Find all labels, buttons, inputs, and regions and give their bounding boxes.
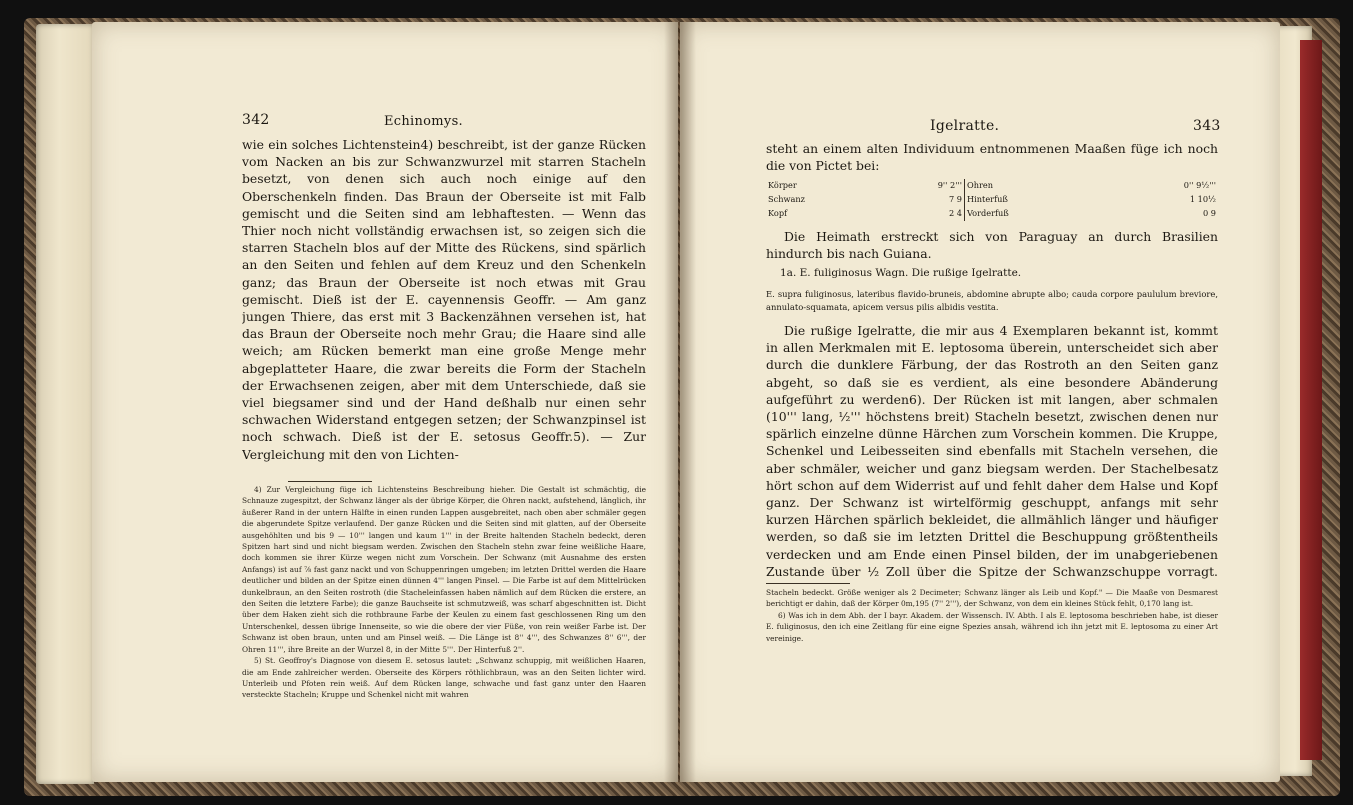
paragraph: steht an einem alten Individuum entnommenen Maaßen füge ich noch die von Pictet bei: [766,141,1218,174]
table-cell: 2 4 [948,208,962,218]
table-row [766,207,1218,221]
table-row [766,193,1218,207]
table-cell: Kopf [768,208,788,218]
page-number: 342 [242,112,270,128]
running-head: Echinomys. [384,114,463,129]
table-cell: Körper [768,180,797,190]
footnote-rule [288,481,372,482]
footnote: 4) Zur Vergleichung füge ich Lichtensteins Beschreibung hieher. Die Gestalt ist schmächtig, die Schnauze zugespitzt, der Schwanz länger als der übrige Körper, die Ohren nackt, aufstehend, länglich, ihr äußerer Rand in der untern Hälfte in einen runden Lappen ausgebreitet, nach oben aber schmäler gegen die abgerundete Spitze verlaufend. Der ganze Rücken und die Seiten sind mit glatten, auf der Oberseite ausgehöhlten und bis 9 — 10''' langen und kaum 1''' in der Breite haltenden Stacheln bedeckt, deren Spitzen hart sind und nicht biegsam werden. Zwischen den Stacheln stehn zwar feine weißliche Haare, doch kommen sie ihrer Kürze wegen nicht zum Vorschein. Der Schwanz (mit Ausnahme des ersten Anfangs) ist auf ⅞ fast ganz nackt und von Schuppenringen umgeben; im letzten Drittel werden die Haare deutlicher und bilden an der Spitze einen dünnen 4''' langen Pinsel. — Die Farbe ist auf dem Mittelrücken dunkelbraun, an den Seiten rostroth (die Stacheleinfassen haben nämlich auf dem Rücken die erstere, an den Seiten die letztere Farbe); die ganze Bauchseite ist schmutzweiß, was scharf abgeschnitten ist. Dicht über dem Haken zieht sich die rothbraune Farbe der Keulen zu einem fast geschlossenen Ring um den Unterschenkel, dessen übrige Innenseite, so wie die obere der vier Füße, von rein weißer Farbe ist. Der Schwanz ist oben braun, unten und am Pinsel weiß. — Die Länge ist 8'' 4''', des Schwanzes 8'' 6''', der Ohren 11''', ihre Breite an der Wurzel 8, in der Mitte 5'''. Der Hinterfuß 2''. [242,485,646,654]
habitat-text [766,228,1218,264]
table-cell: Schwanz [768,194,805,204]
running-head: Igelratte. [930,118,1000,134]
paragraph: wie ein solches Lichtenstein4) beschreibt, ist der ganze Rücken vom Nacken an bis zur Schwanzwurzel mit starren Stacheln besetzt, von denen sich auch noch einige auf den Oberschenkeln finden. Das Braun der Oberseite ist mit Falb gemischt und die Seiten sind am lebhaftesten. — Wenn das Thier noch nicht vollständig erwachsen ist, so zeigen sich die starren Stacheln blos auf der Mitte des Rückens, sind spärlich an den Seiten und fehlen auf dem Kreuz und den Schenkeln ganz; das Braun der Oberseite ist noch etwas mit Grau gemischt. Dieß ist der E. cayennensis Geoffr. — Am ganz jungen Thiere, das erst mit 3 Backenzähnen versehen ist, hat das Braun der Oberseite noch mehr Grau; die Haare sind alle weich; am Rücken bemerkt man eine große Menge mehr abgeplatteter Haare, die zwar bereits die Form der Stacheln der Erwachsenen zeigen, aber mit dem Unterschiede, daß sie viel biegsamer sind und der Hand deßhalb nur einen sehr schwachen Widerstand entgegen setzen; der Schwanzpinsel ist noch schwach. Dieß ist der E. setosus Geoffr.5). — Zur Vergleichung mit den von Lichten- [242,137,646,462]
table-cell: 1 10½ [1189,194,1216,204]
page-edges-left [36,24,94,784]
table-row [766,179,1218,193]
table-cell: 7 9 [948,194,962,204]
table-cell: 9'' 2''' [937,180,962,190]
footnote-rule [766,583,850,584]
footnote: 5) St. Geoffroy's Diagnose von diesem E. setosus lautet: „Schwanz schuppig, mit weißlichen Haaren, die am Ende zahlreicher werden. Oberseite des Körpers röthlichbraun, was an den Seiten lichter wird. Unterleib und Pfoten rein weiß. Auf dem Rücken lange, schwache und fast ganz unter den Haaren versteckte Stacheln; Kruppe und Schenkel nicht mit wahren [242,656,646,700]
measurement-table [766,179,1218,221]
left-page [92,22,678,782]
table-cell: 0 9 [1202,208,1216,218]
intro-text [766,140,1218,176]
bookmark-ribbon [1300,40,1322,760]
footnote: 6) Was ich in dem Abh. der I bayr. Akadem. der Wissensch. IV. Abth. I als E. leptosoma beschrieben habe, ist dieser E. fuliginosus, den ich eine Zeitlang für eine eigne Spezies ansah, während ich ihn jetzt mit E. leptosoma zu einer Art vereinige. [766,610,1218,643]
right-page [680,22,1280,782]
footnote: Stacheln bedeckt. Größe weniger als 2 Decimeter; Schwanz länger als Leib und Kopf." — Die Maaße von Desmarest berichtigt er dahin, daß der Körper 0m,195 (7'' 2'''), der Schwanz, von dem ein kleines Stück fehlt, 0,170 lang ist. [766,588,1218,609]
page-number: 343 [1193,118,1221,134]
table-cell: Ohren [965,179,1140,193]
left-body-text [242,136,646,476]
table-cell: Hinterfuß [965,193,1140,207]
table-cell: 0'' 9½''' [1183,180,1216,190]
book-gutter [664,22,696,782]
right-body-text [766,322,1218,580]
left-footnotes [242,484,646,772]
paragraph: Die rußige Igelratte, die mir aus 4 Exemplaren bekannt ist, kommt in allen Merkmalen mit E. leptosoma überein, unterscheidet sich aber durch die dunklere Färbung, der das Rostroth an den Seiten ganz abgeht, so daß sie es verdient, als eine besondere Abänderung aufgeführt zu werden6). Der Rücken ist mit langen, aber schmalen (10''' lang, ½''' höchstens breit) Stacheln besetzt, zwischen denen nur spärlich einzelne dünne Härchen zum Vorschein kommen. Die Kruppe, Schenkel und Leibesseiten sind ebenfalls mit Stacheln versehen, die aber schmäler, weicher und ganz biegsam werden. Der Stachelbesatz hört schon auf dem Widerrist auf und fehlt daher dem Halse und Kopf ganz. Der Schwanz ist wirtelförmig geschuppt, anfangs mit sehr kurzen Härchen spärlich bekleidet, die allmählich länger und häufiger werden, so daß sie im letzten Drittel die Beschuppung größtentheils verdecken und am Ende einen Pinsel bilden, der im unabgeriebenen Zustande über ½ Zoll über die Spitze der Schwanzschuppe vorragt. [766,323,1218,579]
table-cell: Vorderfuß [965,207,1140,221]
latin-diagnosis: E. supra fuliginosus, lateribus flavido-bruneis, abdomine abrupte albo; cauda corpore paululum breviore, annulato-squamata, apicem versus pilis albidis vestita. [766,289,1218,312]
right-footnotes [766,587,1218,697]
paragraph: Die Heimath erstreckt sich von Paraguay an durch Brasilien hindurch bis nach Guiana. [766,229,1218,262]
section-title: 1a. E. fuliginosus Wagn. Die rußige Igelratte. [780,267,1022,279]
